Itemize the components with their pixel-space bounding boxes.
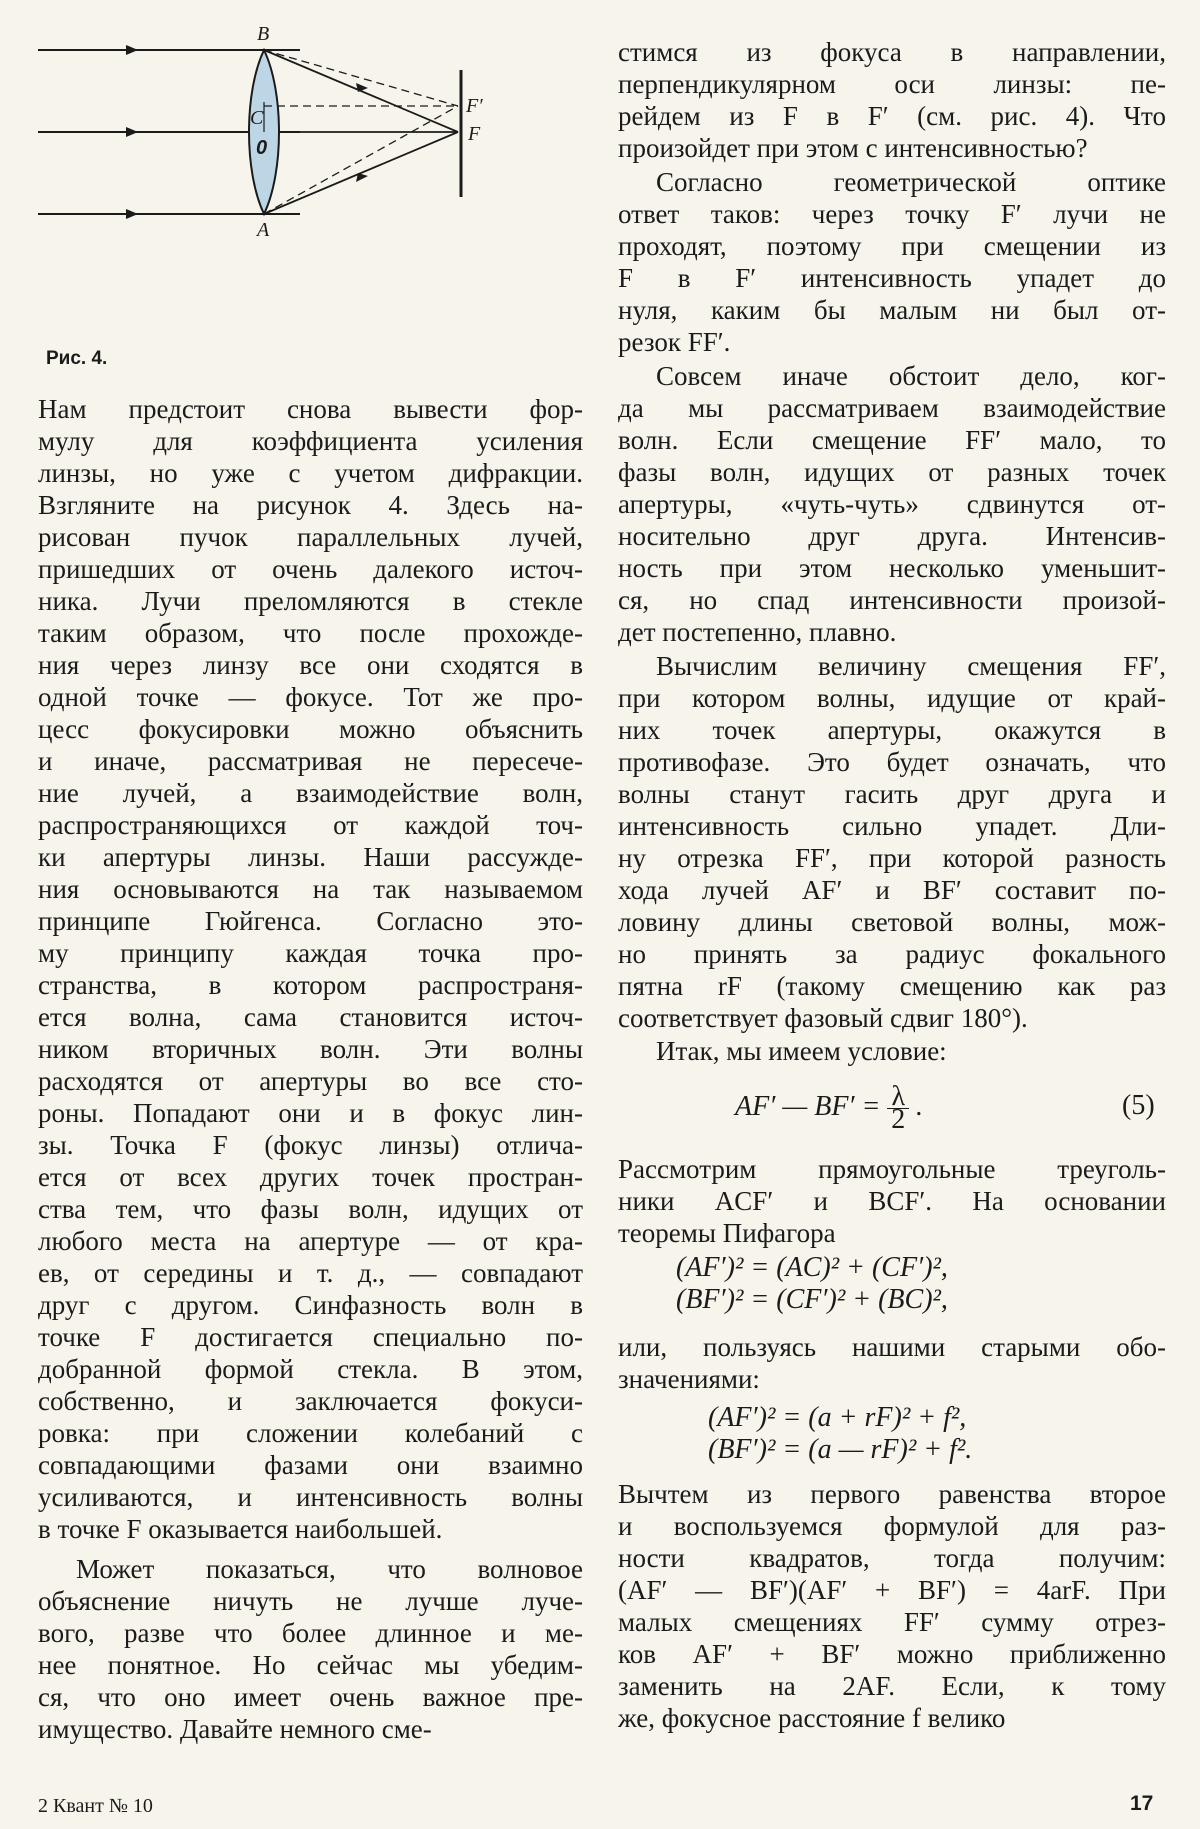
text-line: добранной формой стекла. В этом,: [38, 1354, 583, 1384]
pythagoras-2: (BF′)² = (CF′)² + (BC)²,: [676, 1284, 948, 1315]
label-F: F: [468, 123, 481, 145]
text-line: Итак, мы имеем условие:: [656, 1036, 947, 1066]
text-line: ответ таков: через точку F′ лучи не: [618, 199, 1166, 229]
text-line: ники ACF′ и BCF′. На основании: [618, 1186, 1166, 1216]
text-line: любого места на апертуре — от кра-: [38, 1226, 583, 1256]
text-line: ловину длины световой волны, мож-: [618, 907, 1166, 937]
text-line: таким образом, что после прохожде-: [38, 618, 583, 648]
text-line: принципе Гюйгенса. Согласно это-: [38, 906, 583, 936]
right-para-2: [618, 166, 1166, 358]
text-line: ния через линзу все они сходятся в: [38, 650, 583, 680]
text-line: ну отрезка FF′, при которой разность: [618, 843, 1166, 873]
label-C: C: [250, 107, 264, 129]
text-line: ником вторичных волн. Эти волны: [38, 1034, 583, 1064]
text-line: ности квадратов, тогда получим:: [618, 1543, 1166, 1573]
text-line: ев, от середины и т. д., — совпадают: [38, 1258, 583, 1288]
page-number: 17: [1130, 1792, 1154, 1815]
text-line: нее понятное. Но сейчас мы убедим-: [38, 1650, 583, 1680]
text-line: нуля, каким бы малым ни был от-: [618, 295, 1166, 325]
text-line: соответствует фазовый сдвиг 180°).: [618, 1003, 1028, 1033]
right-para-6: [618, 1153, 1166, 1249]
text-line: собственно, и заключается фокуси-: [38, 1386, 583, 1416]
text-line: Взгляните на рисунок 4. Здесь на-: [38, 490, 583, 520]
label-O: 0: [256, 137, 268, 159]
text-line: но принять за радиус фокального: [618, 939, 1166, 969]
text-line: ков AF′ + BF′ можно приближенно: [618, 1639, 1166, 1669]
text-line: заменить на 2AF. Если, к тому: [618, 1671, 1166, 1701]
text-line: Согласно геометрической оптике: [656, 167, 1166, 197]
text-line: ровка: при сложении колебаний с: [38, 1418, 583, 1448]
text-line: роны. Попадают они и в фокус лин-: [38, 1098, 583, 1128]
text-line: цесс фокусировки можно объяснить: [38, 714, 583, 744]
text-line: хода лучей AF′ и BF′ составит по-: [618, 875, 1166, 905]
text-line: в точке F оказывается наибольшей.: [38, 1514, 443, 1544]
text-line: ется волна, сама становится источ-: [38, 1002, 583, 1032]
text-line: Совсем иначе обстоит дело, ког-: [656, 361, 1166, 391]
text-line: ника. Лучи преломляются в стекле: [38, 586, 583, 616]
substitution-2: (BF′)² = (a — rF)² + f².: [708, 1434, 973, 1465]
journal-signature: 2 Квант № 10: [38, 1795, 153, 1817]
text-line: ние лучей, а взаимодействие волн,: [38, 778, 583, 808]
text-line: пришедших от очень далекого источ-: [38, 554, 583, 584]
text-line: да мы рассматриваем взаимодействие: [618, 393, 1166, 423]
eq5-den: 2: [891, 1104, 906, 1135]
text-line: F в F′ интенсивность упадет до: [618, 263, 1166, 293]
eq5-num: λ: [887, 1086, 909, 1109]
text-line: ется от всех других точек простран-: [38, 1162, 583, 1192]
text-line: Вычтем из первого равенства второе: [618, 1479, 1166, 1509]
text-line: ся, но спад интенсивности произой-: [618, 585, 1166, 615]
text-line: резок FF′.: [618, 327, 731, 357]
text-line: ния основываются на так называемом: [38, 874, 583, 904]
label-B: B: [257, 23, 270, 45]
text-line: перпендикулярном оси линзы: пе-: [618, 69, 1166, 99]
text-line: усиливаются, и интенсивность волны: [38, 1482, 583, 1512]
text-line: Может показаться, что волновое: [76, 1554, 583, 1584]
text-line: и воспользуемся формулой для раз-: [618, 1511, 1166, 1541]
right-para-7: [618, 1331, 1166, 1395]
text-line: дет постепенно, плавно.: [618, 617, 897, 647]
text-line: мулу для коэффициента усиления: [38, 426, 583, 456]
text-line: одной точке — фокусе. Тот же про-: [38, 682, 583, 712]
text-line: му принципу каждая точка про-: [38, 938, 583, 968]
text-line: (AF′ — BF′)(AF′ + BF′) = 4arF. При: [618, 1575, 1166, 1605]
text-line: ся, что оно имеет очень важное пре-: [38, 1682, 583, 1712]
right-para-3: [618, 360, 1166, 648]
text-line: волны станут гасить друг друга и: [618, 779, 1166, 809]
eq5-fraction: [887, 1081, 909, 1135]
text-line: интенсивность сильно упадет. Дли-: [618, 811, 1166, 841]
equation-5-number: (5): [1122, 1090, 1155, 1121]
text-line: распространяющихся от каждой точ-: [38, 810, 583, 840]
text-line: же, фокусное расстояние f велико: [618, 1703, 1006, 1733]
text-line: зы. Точка F (фокус линзы) отлича-: [38, 1130, 583, 1160]
text-line: объяснение ничуть не лучше луче-: [38, 1586, 583, 1616]
label-A: A: [257, 219, 270, 241]
text-line: волн. Если смещение FF′ мало, то: [618, 425, 1166, 455]
text-line: имущество. Давайте немного сме-: [38, 1714, 432, 1744]
text-line: при котором волны, идущие от край-: [618, 683, 1166, 713]
text-line: ность при этом несколько уменьшит-: [618, 553, 1166, 583]
text-line: проходят, поэтому при смещении из: [618, 231, 1166, 261]
text-line: Вычислим величину смещения FF′,: [656, 651, 1166, 681]
text-line: друг с другом. Синфазность волн в: [38, 1290, 583, 1320]
figure-4: [38, 22, 583, 322]
text-line: линзы, но уже с учетом дифракции.: [38, 458, 583, 488]
left-para-2: [38, 1553, 583, 1745]
text-line: ства тем, что фазы волн, идущих от: [38, 1194, 583, 1224]
right-para-5: [618, 1035, 1166, 1067]
text-line: Рассмотрим прямоугольные треуголь-: [618, 1154, 1166, 1184]
figure-caption: Рис. 4.: [46, 348, 108, 369]
text-line: рейдем из F в F′ (см. рис. 4). Что: [618, 101, 1166, 131]
right-para-1: [618, 36, 1166, 164]
text-line: произойдет при этом с интенсивностью?: [618, 133, 1088, 163]
left-para-1: [38, 393, 583, 1545]
text-line: пятна rF (такому смещению как раз: [618, 971, 1166, 1001]
text-line: фазы волн, идущих от разных точек: [618, 457, 1166, 487]
text-line: расходятся от апертуры во все сто-: [38, 1066, 583, 1096]
text-line: значениями:: [618, 1364, 760, 1394]
lens-diagram: [38, 22, 583, 322]
text-line: теоремы Пифагора: [618, 1218, 836, 1248]
text-line: совпадающими фазами они взаимно: [38, 1450, 583, 1480]
text-line: противофазе. Это будет означать, что: [618, 747, 1166, 777]
eq5-lhs: AF′ — BF′ =: [735, 1090, 881, 1122]
text-line: малых смещениях FF′ сумму отрез-: [618, 1607, 1166, 1637]
text-line: странства, в котором распространя-: [38, 970, 583, 1000]
right-para-8: [618, 1478, 1166, 1734]
text-line: стимся из фокуса в направлении,: [618, 37, 1166, 67]
equation-5: [735, 1081, 924, 1135]
text-line: точке F достигается специально по-: [38, 1322, 583, 1352]
pythagoras-1: (AF′)² = (AC)² + (CF′)²,: [676, 1252, 948, 1283]
label-F-prime: F′: [466, 95, 483, 117]
text-line: носительно друг друга. Интенсив-: [618, 521, 1166, 551]
text-line: рисован пучок параллельных лучей,: [38, 522, 583, 552]
text-line: Нам предстоит снова вывести фор-: [38, 394, 583, 424]
text-line: апертуры, «чуть-чуть» сдвинутся от-: [618, 489, 1166, 519]
text-line: и иначе, рассматривая не пересече-: [38, 746, 583, 776]
text-line: вого, разве что более длинное и ме-: [38, 1618, 583, 1648]
text-line: ки апертуры линзы. Наши рассужде-: [38, 842, 583, 872]
right-para-4: [618, 650, 1166, 1034]
text-line: них точек апертуры, окажутся в: [618, 715, 1166, 745]
eq5-tail: .: [916, 1090, 924, 1122]
substitution-1: (AF′)² = (a + rF)² + f²,: [708, 1402, 967, 1433]
text-line: или, пользуясь нашими старыми обо-: [618, 1332, 1166, 1362]
